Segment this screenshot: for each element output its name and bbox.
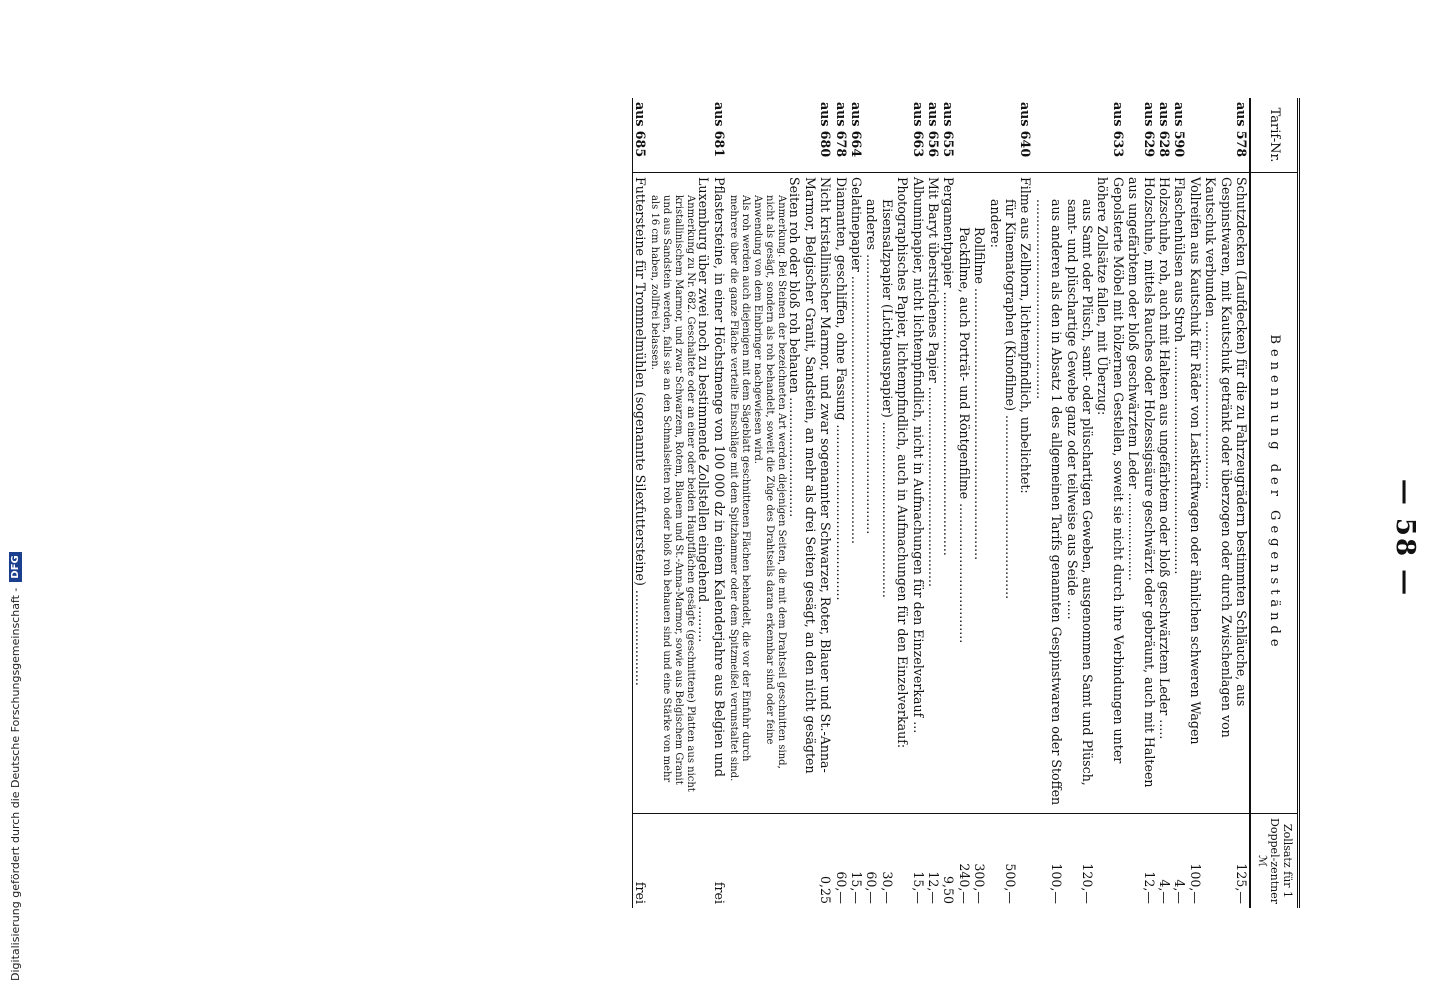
duty-rate-cell: 15,— — [910, 814, 925, 909]
tariff-number-cell: aus 633 — [1095, 98, 1126, 173]
tariff-number-cell — [879, 98, 894, 173]
duty-rate-cell: frei — [696, 814, 727, 909]
table-header-row — [1250, 98, 1298, 908]
description-cell: Photographisches Papier, lichtempfindlich, auch in Aufmachungen für den Einzelverkauf: — [895, 177, 911, 749]
duty-rate-cell: 9,50 — [941, 814, 956, 909]
tariff-number-cell — [987, 98, 1002, 173]
description-cell: Gelatinepapier ................................................................... — [848, 177, 864, 545]
table-row — [1187, 98, 1202, 908]
tariff-number-cell: aus 680 — [787, 98, 833, 173]
duty-rate-cell: 125,— — [1203, 814, 1250, 909]
table-row — [787, 98, 833, 908]
description-cell: Pergamentpapier .................................................................. — [941, 177, 957, 556]
tariff-number-cell: aus 640 — [1018, 98, 1033, 173]
table-row — [1064, 98, 1095, 908]
description-cell: andere: — [987, 199, 1003, 248]
tariff-number-cell — [1064, 98, 1095, 173]
tariff-number-cell: aus 628 — [1157, 98, 1172, 173]
tariff-number-cell — [1033, 98, 1064, 173]
tariff-number-cell: aus 578 — [1203, 98, 1250, 173]
table-row — [987, 98, 1002, 908]
table-row — [864, 98, 879, 908]
dfg-logo: DFG — [9, 552, 22, 581]
tariff-number-cell: aus 663 — [910, 98, 925, 173]
tariff-number-cell: aus 629 — [1126, 98, 1157, 173]
duty-rate-cell: 12,— — [926, 814, 941, 909]
table-row — [956, 98, 971, 908]
duty-rate-cell: 12,— — [1126, 814, 1157, 909]
table-row — [1126, 98, 1157, 908]
description-cell: Schutzdecken (Laufdecken) für die zu Fahrzeugrädern bestimmten Schläuche, aus Gespinstwaren, mit Kautschuk getränkt oder überzogen oder durch Zwischenlagen von Kautschuk verbunden .......................................... — [1203, 177, 1250, 738]
tariff-number-cell: aus 590 — [1172, 98, 1187, 173]
table-row — [972, 98, 987, 908]
rotated-document-page — [160, 98, 1420, 908]
description-cell: Packfilme, auch Porträt- und Röntgenfilme ................................... — [956, 227, 972, 644]
description-cell: Gepolsterte Möbel mit hölzernen Gestellen, soweit sie nicht durch ihre Verbindungen unter höhere Zollsätze fallen, mit Überzug: — [1095, 177, 1126, 764]
credit-text: Digitalisierung gefördert durch die Deutsche Forschungsgemeinschaft - — [8, 587, 22, 981]
tariff-number-cell — [648, 98, 696, 173]
description-cell: Holzschuhe, mittels Rauches oder Holzessigsäure geschwärzt oder gebräunt, auch mit Halteen aus ungefärbtem oder bloß geschwärztem Leder ...................... — [1126, 177, 1157, 788]
tariff-number-cell — [972, 98, 987, 173]
duty-rate-cell — [751, 814, 787, 909]
tariff-number-cell: aus 681 — [696, 98, 727, 173]
table-row — [849, 98, 864, 908]
table-row — [727, 98, 751, 908]
column-header-tariff-number: Tarif-Nr. — [1250, 98, 1298, 173]
duty-rate-cell: 300,— — [972, 814, 987, 909]
column-header-duty-rate: Zollsatz für 1 Doppel-zentner ℳ — [1250, 814, 1298, 909]
duty-rate-cell — [895, 814, 910, 909]
table-row — [1095, 98, 1126, 908]
column-header-description: Benennung der Gegenstände — [1250, 173, 1298, 814]
duty-rate-cell — [1018, 814, 1033, 909]
duty-rate-cell: 4,— — [1172, 814, 1187, 909]
description-cell: Nicht kristallinischer Marmor, und zwar sogenannter Schwarzer, Roter, Blauer und St.-Anna-Marmor, Belgischer Granit, Sandstein, an mehr als drei Seiten gesägt, an den nicht gesägten Seiten roh oder bloß roh behauen .............................. — [787, 177, 834, 774]
tariff-number-cell — [895, 98, 910, 173]
description-cell: Filme aus Zellhorn, lichtempfindlich, unbelichtet: — [1018, 177, 1034, 494]
description-cell: Flaschenhülsen aus Stroh ......................................................... — [1172, 177, 1188, 575]
tariff-number-cell — [956, 98, 971, 173]
table-row — [941, 98, 956, 908]
tariff-number-cell — [1003, 98, 1018, 173]
tariff-number-cell: aus 655 — [941, 98, 956, 173]
description-cell: Pflastersteine, in einer Höchstmenge von 100 000 dz in einem Kalenderjahre aus Belgien und Luxemburg über zwei noch zu bestimmende Zollstellen eingehend ......... — [696, 177, 727, 777]
duty-rate-cell: 30,— — [879, 814, 894, 909]
tariff-number-cell: aus 664 — [849, 98, 864, 173]
tariff-number-cell — [1187, 98, 1202, 173]
tariff-number-cell: aus 656 — [926, 98, 941, 173]
tariff-number-cell: aus 685 — [632, 98, 648, 173]
table-row — [1003, 98, 1018, 908]
digitization-credit — [6, 21, 24, 981]
description-cell: aus Samt oder Plüsch, samt- oder plüschartigen Geweben, ausgenommen Samt und Plüsch, samt- und plüschartige Gewebe ganz oder teilweise aus Seide ..... — [1064, 199, 1096, 786]
table-row — [696, 98, 727, 908]
table-row — [1157, 98, 1172, 908]
description-cell: anderes ...................................................................... — [864, 199, 880, 535]
table-row — [1033, 98, 1064, 908]
duty-rate-cell: 0,25 — [787, 814, 833, 909]
duty-rate-cell — [727, 814, 751, 909]
description-cell: für Kinematographen (Kinofilme) .............................................. — [1002, 199, 1018, 600]
tariff-number-cell: aus 678 — [833, 98, 848, 173]
table-row — [751, 98, 787, 908]
duty-rate-cell: 60,— — [833, 814, 848, 909]
table-row — [1172, 98, 1187, 908]
annotation-cell: Anmerkung zu Nr. 682. Geschaltete oder an einer oder beiden Hauptflächen gesägte (geschnittene) Platten aus nicht kristallinischem Marmor, und zwar Schwarzem, Rotem, Blauem und St.-Anna-Marmor, sowie aus Belgischem Granit und aus Sandstein werden, falls sie an den Schmalseiten roh oder bloß roh behauen sind und eine Stärke von mehr als 16 cm haben, zollfrei belassen. — [649, 195, 697, 792]
tariff-table-body — [632, 98, 1250, 908]
description-cell: Futtersteine für Trommelmühlen (sogenannte Silexfuttersteine) ........................ — [632, 173, 648, 814]
table-row — [1203, 98, 1250, 908]
annotation-cell: Als roh werden auch diejenigen mit dem Sägeblatt geschnittenen Flächen behandelt, die vor der Einfuhr durch mehrere über die ganze Fläche verteilte Einschläge mit dem Spitzhammer oder dem Spitzmeißel verunstaltet sind. — [727, 195, 751, 782]
duty-rate-cell: 4,— — [1157, 814, 1172, 909]
tariff-number-cell — [727, 98, 751, 173]
duty-rate-cell: 100,— — [1033, 814, 1064, 909]
table-row — [910, 98, 925, 908]
table-row — [926, 98, 941, 908]
duty-rate-cell: 100,— — [1187, 814, 1202, 909]
table-row — [632, 98, 648, 908]
table-row — [833, 98, 848, 908]
description-cell: Eisensalzpapier (Lichtpauspapier) ............................................ — [879, 199, 895, 598]
description-cell: Diamanten, geschliffen, ohne Fassung ............................................ — [833, 177, 849, 601]
page-number: — 58 — — [1390, 478, 1420, 598]
duty-rate-cell: 15,— — [849, 814, 864, 909]
tariff-number-cell — [864, 98, 879, 173]
table-row — [648, 98, 696, 908]
duty-rate-cell: frei — [632, 814, 648, 909]
description-cell: Vollreifen aus Kautschuk für Räder von Lastkraftwagen oder ähnlichen schweren Wagen — [1187, 177, 1203, 745]
duty-rate-cell: 500,— — [1003, 814, 1018, 909]
tariff-table — [632, 98, 1300, 908]
description-cell: Rollfilme .................................................................... — [972, 227, 988, 561]
duty-rate-cell: 240,— — [956, 814, 971, 909]
table-row — [879, 98, 894, 908]
duty-rate-cell — [987, 814, 1002, 909]
duty-rate-cell — [648, 814, 696, 909]
duty-rate-cell — [1095, 814, 1126, 909]
description-cell: aus anderen als den in Absatz 1 des allgemeinen Tarifs genannten Gespinstwaren oder Stoffen .................................................. — [1033, 199, 1065, 806]
description-cell: Holzschuhe, roh, auch mit Halteen aus ungefärbtem oder bloß geschwärztem Leder ..... — [1157, 177, 1173, 740]
annotation-cell: Anmerkung. Bei Steinen der bezeichneten Art werden diejenigen Seiten, die mit dem Drahtseil geschnitten sind, nicht als gesägt, sondern als roh behandelt, soweit die Züge des Drahtseils daran erkennbar sind oder feine Anwendung von dem Einbringer nachgewiesen wird. — [751, 195, 787, 769]
duty-rate-cell: 120,— — [1064, 814, 1095, 909]
duty-rate-cell: 60,— — [864, 814, 879, 909]
tariff-number-cell — [751, 98, 787, 173]
description-cell: Mit Baryt überstrichenes Papier .................................................. — [925, 177, 941, 587]
description-cell: Albuminpapier, nicht lichtempfindlich, nicht in Aufmachungen für den Einzelverkauf ... — [910, 177, 926, 734]
table-row — [1018, 98, 1033, 908]
table-row — [895, 98, 910, 908]
